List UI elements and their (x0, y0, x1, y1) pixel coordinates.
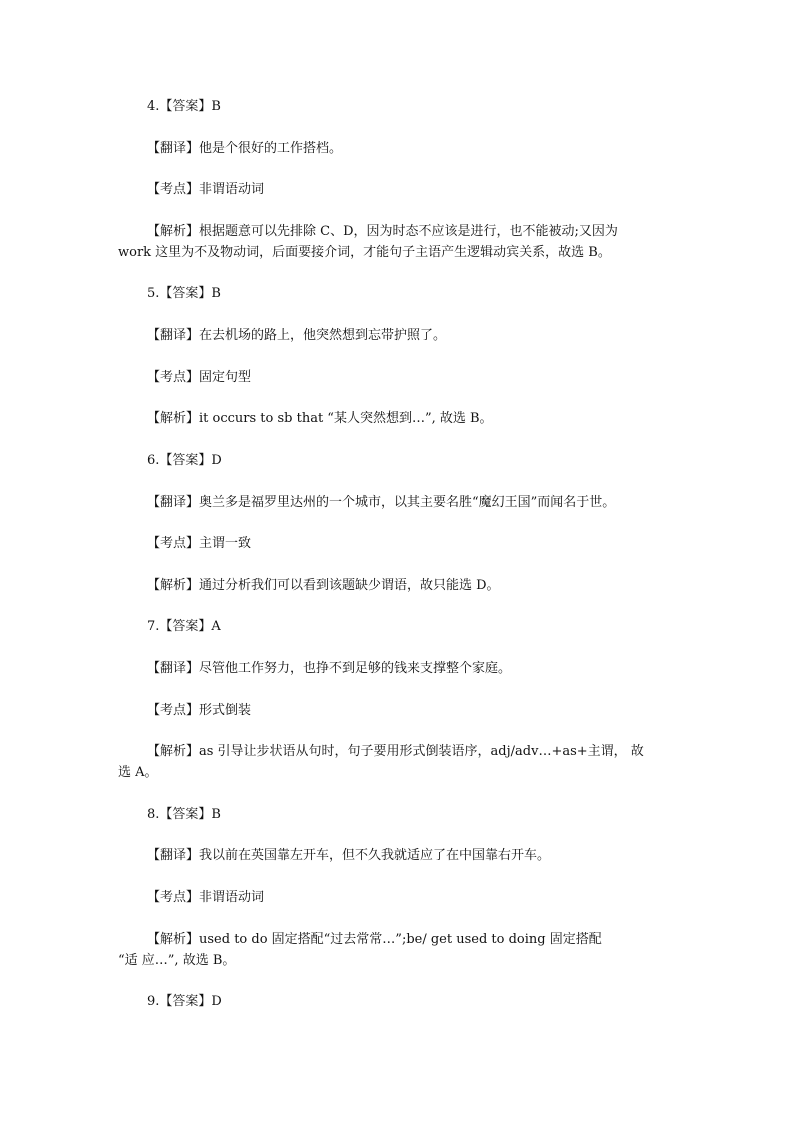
q7-topic: 【考点】形式倒装 (147, 703, 252, 718)
q8-translation: 【翻译】我以前在英国靠左开车，但不久我就适应了在中国靠右开车。 (147, 848, 551, 863)
q4-analysis-line2: work 这里为不及物动词，后面要接介词，才能句子主语产生逻辑动宾关系，故选 B。 (118, 245, 611, 260)
q8-topic: 【考点】非谓语动词 (147, 890, 265, 905)
q5-analysis: 【解析】it occurs to sb that “某人突然想到…”, 故选 B。 (147, 411, 493, 426)
q7-analysis-line2: 选 A。 (118, 765, 158, 780)
q6-topic: 【考点】主谓一致 (147, 536, 252, 551)
q5-topic: 【考点】固定句型 (147, 370, 252, 385)
q4-analysis-line1: 【解析】根据题意可以先排除 C、D，因为时态不应该是进行，也不能被动;又因为 (147, 224, 618, 239)
q4-translation: 【翻译】他是个很好的工作搭档。 (147, 141, 343, 156)
q7-translation: 【翻译】尽管他工作努力，也挣不到足够的钱来支撑整个家庭。 (147, 661, 512, 676)
q7-analysis-line1: 【解析】as 引导让步状语从句时，句子要用形式倒装语序，adj/adv…+as+主谓， 故 (147, 744, 644, 759)
q6-analysis: 【解析】通过分析我们可以看到该题缺少谓语，故只能选 D。 (147, 578, 500, 593)
q6-answer: 6.【答案】D (147, 453, 222, 468)
q4-topic: 【考点】非谓语动词 (147, 182, 265, 197)
q6-translation: 【翻译】奥兰多是福罗里达州的一个城市，以其主要名胜“魔幻王国”而闻名于世。 (147, 495, 616, 510)
q9-answer: 9.【答案】D (147, 994, 222, 1009)
q5-answer: 5.【答案】B (147, 286, 221, 301)
q8-answer: 8.【答案】B (147, 807, 221, 822)
q4-answer: 4.【答案】B (147, 99, 221, 114)
q8-analysis-line2: “适 应…”, 故选 B。 (118, 953, 236, 968)
q8-analysis-line1: 【解析】used to do 固定搭配“过去常常…”;be/ get used to doing 固定搭配 (147, 932, 602, 947)
q7-answer: 7.【答案】A (147, 619, 221, 634)
q5-translation: 【翻译】在去机场的路上，他突然想到忘带护照了。 (147, 328, 447, 343)
